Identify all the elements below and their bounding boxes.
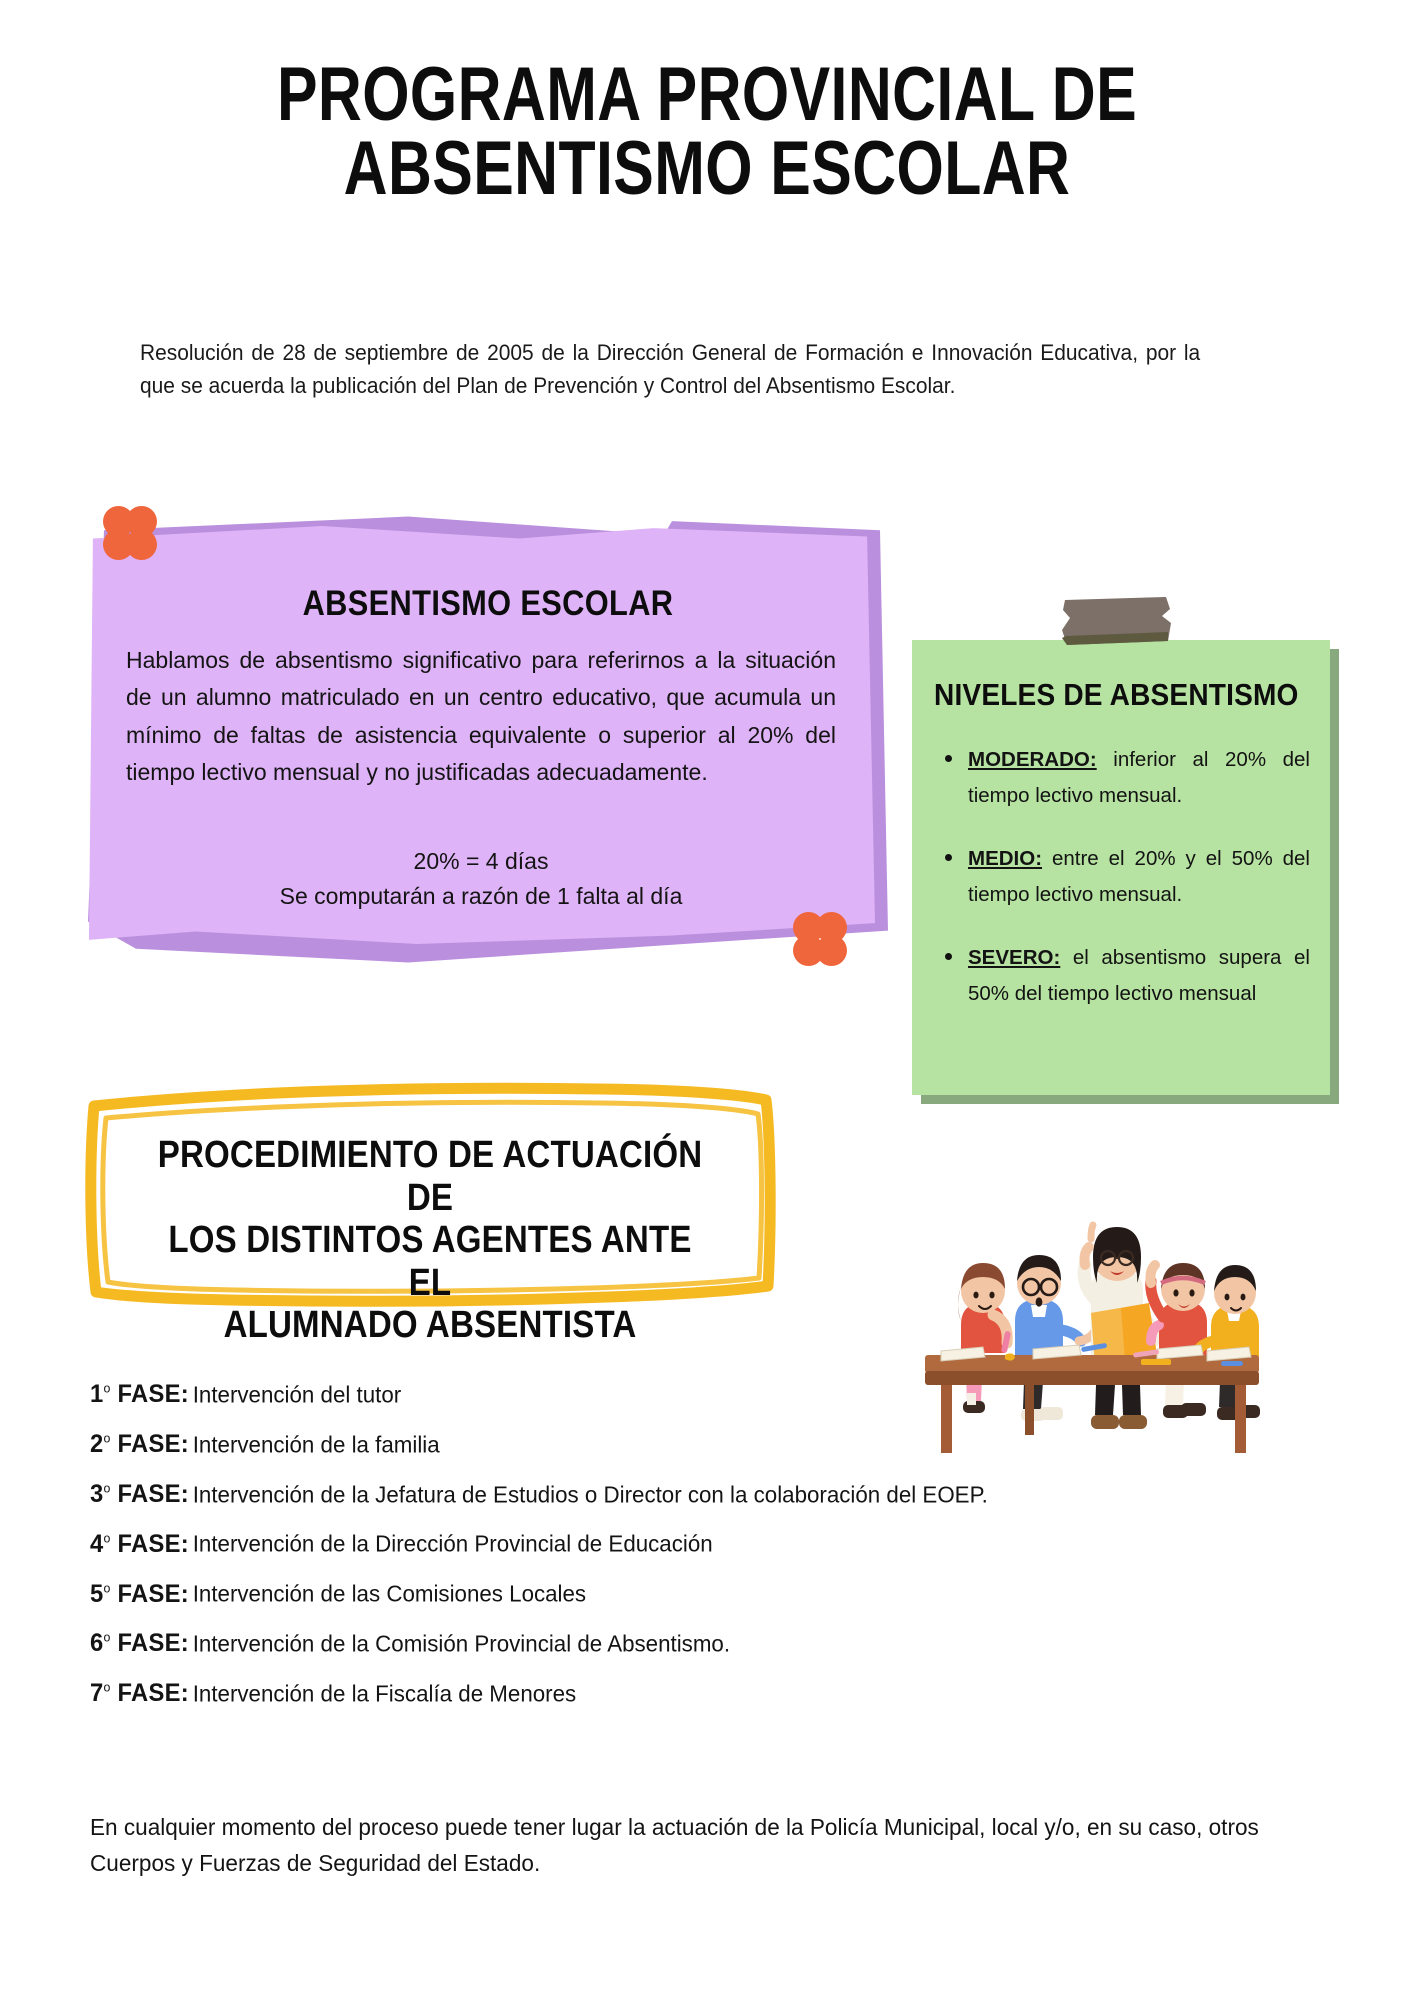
tape-icon: [1062, 596, 1172, 654]
fase-number: 3: [90, 1479, 104, 1508]
title-line-2: ABSENTISMO ESCOLAR: [343, 125, 1071, 211]
fase-text: Intervención del tutor: [192, 1381, 402, 1408]
fase-label: 1$^o$ FASE:: [90, 1380, 189, 1409]
fase-number: 4: [90, 1529, 104, 1558]
nivel-label: MODERADO:: [968, 748, 1097, 771]
purple-card-notes: [126, 844, 836, 914]
fase-number: 5: [90, 1579, 104, 1608]
fase-text: Intervención de las Comisiones Locales: [192, 1580, 587, 1607]
fase-word: FASE:: [117, 1679, 189, 1708]
list-item: [90, 1681, 1278, 1706]
procedimiento-box: [80, 1072, 780, 1347]
fase-number: 1: [90, 1380, 104, 1409]
list-item: [90, 1631, 1278, 1656]
nivel-text: el absentismo supera el 50% del tiempo lectivo mensual: [968, 945, 1310, 1006]
fase-label: 2$^o$ FASE:: [90, 1430, 189, 1459]
fase-label: 4$^o$ FASE:: [90, 1529, 189, 1558]
fases-list: [90, 1382, 1340, 1731]
title-line-1: PROGRAMA PROVINCIAL DE: [276, 52, 1138, 137]
niveles-list: [942, 742, 1310, 1039]
procedimiento-title-line-2: LOS DISTINTOS AGENTES ANTE EL: [168, 1219, 692, 1304]
page-title: [0, 52, 1414, 211]
fase-number: 2: [90, 1430, 104, 1459]
purple-note-line-2: Se computarán a razón de 1 falta al día: [279, 882, 683, 909]
list-item: [90, 1581, 1278, 1606]
fase-label: 6$^o$ FASE:: [90, 1629, 189, 1658]
niveles-de-absentismo-card: [912, 640, 1337, 1102]
nivel-text: inferior al 20% del tiempo lectivo mensual.: [968, 748, 1310, 808]
fase-label: 3$^o$ FASE:: [90, 1479, 189, 1508]
fase-word: FASE:: [117, 1629, 189, 1658]
procedimiento-title: [152, 1134, 709, 1347]
fase-word: FASE:: [117, 1529, 189, 1558]
purple-note-line-1: 20% = 4 días: [413, 848, 549, 874]
fase-word: FASE:: [117, 1479, 189, 1508]
list-item: [90, 1531, 1278, 1556]
absentismo-escolar-card: [88, 512, 888, 967]
list-item: [942, 940, 1310, 1013]
fase-word: FASE:: [117, 1380, 189, 1409]
list-item: [90, 1432, 1278, 1457]
fase-number: 6: [90, 1629, 104, 1658]
fase-text: Intervención de la Dirección Provincial de Educación: [192, 1530, 713, 1557]
fase-word: FASE:: [117, 1430, 189, 1459]
nivel-label: SEVERO:: [968, 945, 1061, 969]
nivel-label: MEDIO:: [968, 846, 1043, 870]
green-card-title: NIVELES DE ABSENTISMO: [934, 678, 1299, 712]
fase-word: FASE:: [117, 1579, 189, 1608]
fase-number: 7: [90, 1679, 104, 1708]
list-item: [90, 1479, 1278, 1508]
procedimiento-title-line-1: PROCEDIMIENTO DE ACTUACIÓN DE: [157, 1134, 703, 1219]
intro-paragraph: Resolución de 28 de septiembre de 2005 de la Dirección General de Formación e Innovación Educativa, por la que se acuerda la publicación del Plan de Prevención y Control del Absentismo Escolar.: [140, 340, 1201, 398]
purple-card-paragraph: Hablamos de absentismo significativo para referirnos a la situación de un alumno matriculado en un centro educativo, que acumula un mínimo de faltas de asistencia equivalente o superior al 20% del tiempo lectivo mensual y no justificadas adecuadamente.: [126, 647, 836, 786]
fase-text: Intervención de la familia: [192, 1431, 440, 1458]
fase-label: 7$^o$ FASE:: [90, 1679, 189, 1708]
list-item: [90, 1382, 1278, 1407]
flower-icon: [793, 912, 847, 966]
fase-label: 5$^o$ FASE:: [90, 1579, 189, 1608]
closing-paragraph: En cualquier momento del proceso puede tener lugar la actuación de la Policía Municipal, local y/o, en su caso, otros Cuerpos y Fuerzas de Seguridad del Estado.: [90, 1814, 1259, 1876]
list-item: [942, 742, 1310, 815]
list-item: [942, 841, 1310, 914]
flower-icon: [103, 506, 157, 560]
fase-text: Intervención de la Jefatura de Estudios o Director con la colaboración del EOEP.: [192, 1480, 988, 1507]
fase-text: Intervención de la Fiscalía de Menores: [192, 1680, 577, 1707]
procedimiento-title-line-3: ALUMNADO ABSENTISTA: [223, 1304, 637, 1347]
fase-text: Intervención de la Comisión Provincial de Absentismo.: [192, 1630, 731, 1657]
purple-card-title: ABSENTISMO ESCOLAR: [302, 584, 674, 623]
nivel-text: entre el 20% y el 50% del tiempo lectivo mensual.: [968, 846, 1310, 907]
